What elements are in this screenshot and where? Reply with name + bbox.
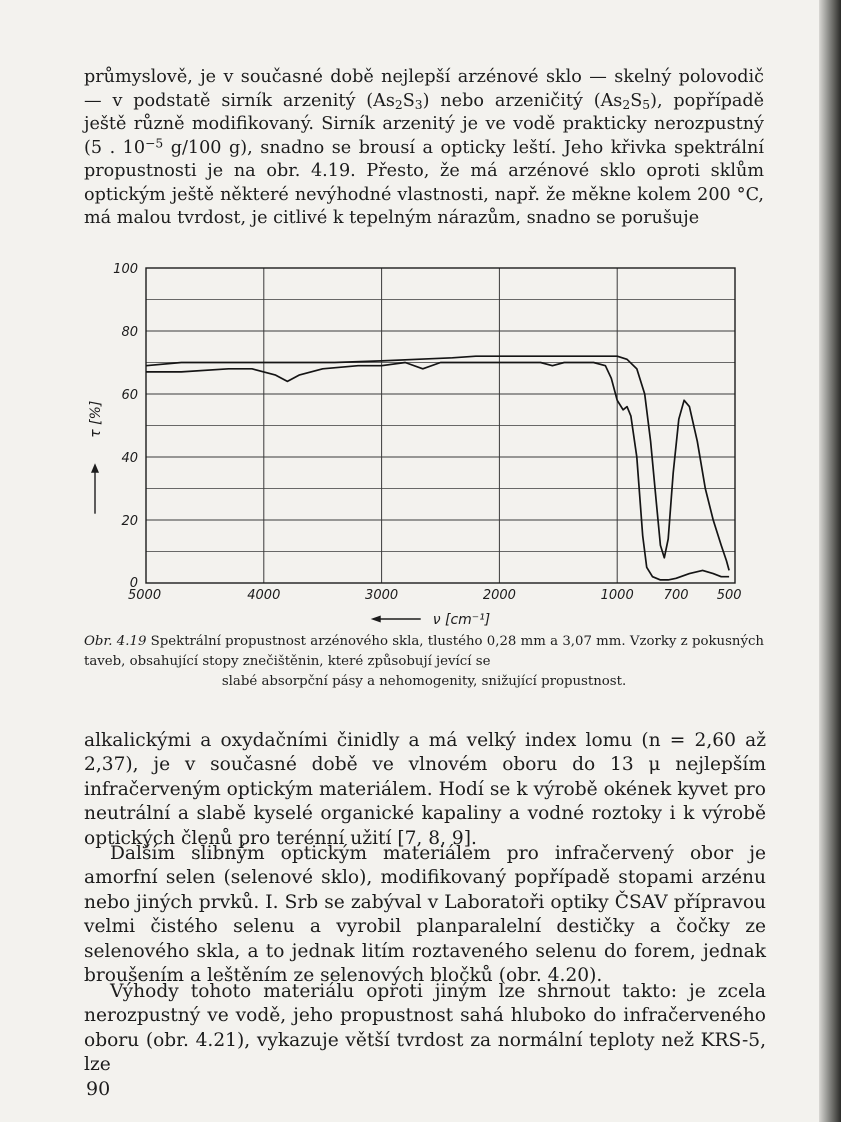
x-tick-label-700: 700: [663, 588, 689, 603]
series-line-1: [146, 356, 729, 570]
chart-x-axis-label: ν [cm⁻¹]: [432, 612, 491, 626]
series-line-2: [146, 363, 729, 580]
x-tick-label-500: 500: [716, 588, 742, 603]
y-tick-label-80: 80: [121, 325, 138, 340]
x-tick-label-4000: 4000: [247, 588, 281, 603]
y-tick-label-0: 0: [129, 576, 138, 591]
chart-grid: [146, 268, 735, 583]
body-paragraph-alkaline: alkalickými a oxydačními činidly a má velký index lomu (n = 2,60 až 2,37), je v současné době ve vlnovém oboru do 13 μ nejlepším infračerveným optickým materiálem. Hodí se k výrobě okének kyvet pro neutrální a slabě kyselé organické kapaliny a vodné roztoky i k výrobě optických členů pro terénní užití [7, 8, 9].: [84, 730, 766, 849]
figure-caption-label: Obr. 4.19: [84, 634, 147, 649]
chart-y-axis-arrowhead: [91, 463, 99, 472]
y-tick-label-100: 100: [113, 262, 138, 277]
y-tick-label-20: 20: [121, 514, 138, 529]
body-paragraph-selenium: Dalším slibným optickým materiálem pro infračervený obor je amorfní selen (selenové sklo), modifikovaný popřípadě stopami arzénu nebo jiných prvků. I. Srb se zabýval v Laboratoři optiky ČSAV přípravou velmi čistého selenu a vyrobil planparalelní destičky a čočky ze selenového skla, a to jednak litím roztaveného selenu do forem, jednak broušením a leštěním ze selenových bločků (obr. 4.20).: [84, 843, 766, 987]
y-tick-label-40: 40: [121, 451, 138, 466]
x-tick-label-3000: 3000: [365, 588, 399, 603]
chart-series-layer: [146, 356, 729, 580]
figure-caption-last-line: slabé absorpční pásy a nehomogenity, snižující propustnost.: [221, 674, 627, 689]
figure-caption: [84, 632, 764, 692]
book-spine-shadow: [819, 0, 841, 1122]
x-tick-label-2000: 2000: [482, 588, 516, 603]
body-paragraph-advantages: Výhody tohoto materiálu oproti jiným lze shrnout takto: je zcela nerozpustný ve vodě, jeho propustnost sahá hluboko do infračerveného oboru (obr. 4.21), vykazuje větší tvrdost za normální teploty než KRS-5, lze: [84, 981, 766, 1076]
chart-y-tick-labels: [113, 262, 138, 591]
body-paragraph-top: průmyslově, je v současné době nejlepší arzénové sklo — skelný polovodič — v podstatě sirník arzenitý $(As_2S_3)$ nebo arzeničitý $(As_2S_5)$, popřípadě ještě různě modifikovaný. Sirník arzenitý je ve vodě prakticky nerozpustný (5 . $10^{-5}$ g/100 g), snadno se brousí a opticky leští. Jeho křivka spektrální propustnosti je na obr. 4.19. Přesto, že má arzénové sklo oproti sklům optickým ještě některé nevýhodné vlastnosti, např. že měkne kolem 200 °C, má malou tvrdost, je citlivé k tepelným nárazům, snadno se porušuje: [84, 67, 764, 228]
chart-x-tick-labels: [128, 588, 742, 603]
chart-x-axis-arrowhead: [371, 616, 381, 623]
page-number: 90: [86, 1078, 111, 1100]
chart-y-axis-label: τ [%]: [88, 400, 104, 438]
x-tick-label-5000: 5000: [128, 588, 162, 603]
y-tick-label-60: 60: [121, 388, 138, 403]
figure-caption-text: Spektrální propustnost arzénového skla, tlustého 0,28 mm a 3,07 mm. Vzorky z pokusných taveb, obsahující stopy znečištěnin, které způsobují jevící se: [84, 634, 764, 669]
x-tick-label-1000: 1000: [600, 588, 634, 603]
figure-4-19-chart: [70, 258, 760, 626]
